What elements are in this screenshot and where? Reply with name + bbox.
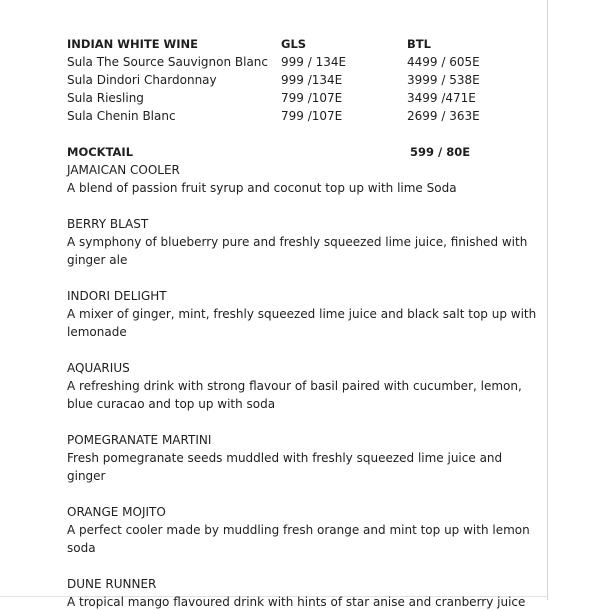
wine-name: Sula The Source Sauvignon Blanc (67, 55, 269, 69)
mocktail-description: A tropical mango flavoured drink with hints of star anise and cranberry juice (67, 595, 526, 609)
mocktail-item (67, 215, 542, 269)
page-edge-divider (547, 0, 548, 600)
mocktail-name: JAMAICAN COOLER (67, 163, 180, 177)
mocktail-item (67, 431, 542, 485)
bottle-column-header: BTL (407, 37, 431, 51)
wine-bottle-price: 4499 / 605E (407, 55, 480, 69)
wine-glass-price: 999 /134E (281, 73, 343, 87)
wine-glass-price: 799 /107E (281, 91, 343, 105)
wine-bottle-price: 3999 / 538E (407, 73, 480, 87)
wine-header-row (67, 35, 542, 53)
mocktail-name: AQUARIUS (67, 361, 130, 375)
mocktail-description: A refreshing drink with strong flavour of basil paired with cucumber, lemon, blue curacao and top up with soda (67, 379, 522, 411)
wine-name: Sula Riesling (67, 91, 144, 105)
wine-bottle-price: 2699 / 363E (407, 109, 480, 123)
mocktail-name: BERRY BLAST (67, 217, 149, 231)
mocktail-item (67, 287, 542, 341)
mocktail-item (67, 359, 542, 413)
glass-column-header: GLS (281, 37, 307, 51)
mocktail-description: A blend of passion fruit syrup and coconut top up with lime Soda (67, 181, 457, 195)
wine-name: Sula Dindori Chardonnay (67, 73, 217, 87)
mocktail-item (67, 503, 542, 557)
wine-row (67, 53, 542, 71)
wine-section-title: INDIAN WHITE WINE (67, 37, 198, 51)
mocktail-name: ORANGE MOJITO (67, 505, 166, 519)
mocktail-item (67, 575, 542, 611)
wine-bottle-price: 3499 /471E (407, 91, 476, 105)
mocktail-name: DUNE RUNNER (67, 577, 157, 591)
mocktail-description: Fresh pomegranate seeds muddled with freshly squeezed lime juice and ginger (67, 451, 503, 483)
wine-name: Sula Chenin Blanc (67, 109, 176, 123)
wine-glass-price: 999 / 134E (281, 55, 347, 69)
mocktail-name: POMEGRANATE MARTINI (67, 433, 212, 447)
wine-glass-price: 799 /107E (281, 109, 343, 123)
wine-row (67, 107, 542, 125)
menu-page (67, 35, 542, 611)
mocktail-item (67, 161, 542, 197)
mocktail-description: A symphony of blueberry pure and freshly squeezed lime juice, finished with ginger ale (67, 235, 528, 267)
white-wine-section (67, 35, 542, 125)
mocktail-name: INDORI DELIGHT (67, 289, 167, 303)
mocktail-price: 599 / 80E (410, 145, 471, 159)
wine-row (67, 89, 542, 107)
mocktail-section-title: MOCKTAIL (67, 145, 134, 159)
mocktail-description: A perfect cooler made by muddling fresh orange and mint top up with lemon soda (67, 523, 530, 555)
mocktail-description: A mixer of ginger, mint, freshly squeezed lime juice and black salt top up with lemonade (67, 307, 537, 339)
wine-row (67, 71, 542, 89)
mocktail-header-row (67, 143, 542, 161)
